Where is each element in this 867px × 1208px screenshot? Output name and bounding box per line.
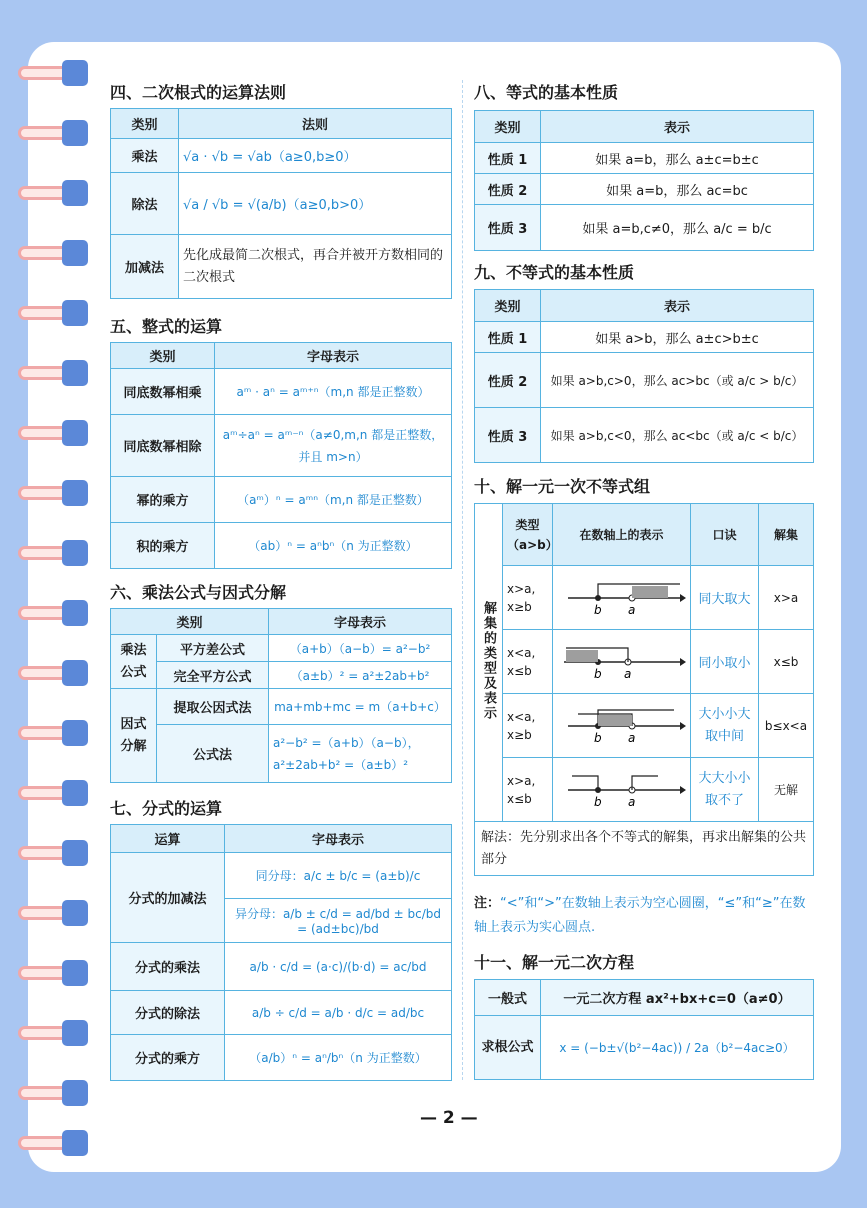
side-label-cell [475, 504, 503, 822]
range-bracket [572, 776, 598, 790]
row-content: （a/b）ⁿ = aⁿ/bⁿ（n 为正整数） [225, 1035, 452, 1081]
note-prefix: 注： [474, 896, 501, 911]
axis-label-a: a [627, 602, 635, 617]
row-label: 平方差公式 [157, 635, 269, 662]
section-8-title: 八、等式的基本性质 [474, 83, 619, 102]
row-content: 同分母：a/c ± b/c = (a±b)/c [225, 853, 452, 899]
col-header: 表示 [541, 290, 814, 322]
row-label: 性质 1 [475, 322, 541, 353]
row-content: 如果 a=b,c≠0，那么 a/c = b/c [541, 205, 814, 251]
row-label: 分式的乘方 [111, 1035, 225, 1081]
number-line-diagram [554, 700, 690, 748]
row-rule: 同大取大 [691, 566, 759, 630]
axis-label-b: b [593, 730, 602, 745]
row-type: x<a, x≥b [503, 694, 553, 758]
number-line-diagram [554, 764, 690, 812]
section-9-title: 九、不等式的基本性质 [474, 263, 635, 282]
row-content: a/b ÷ c/d = a/b · d/c = ad/bc [225, 991, 452, 1035]
row-rule: 大大小小取不了 [691, 758, 759, 822]
side-label: 解集的类型及表示 [481, 600, 496, 721]
row-content: （aᵐ）ⁿ = aᵐⁿ（m,n 都是正整数） [215, 477, 452, 523]
axis-arrow [680, 658, 686, 666]
row-content: a²−b² =（a+b）（a−b），a²±2ab+b² =（a±b）² [269, 725, 452, 783]
axis-label-b: b [593, 794, 602, 809]
col-header: 类型（a>b） [503, 504, 553, 566]
row-content: a/b · c/d = (a·c)/(b·d) = ac/bd [225, 943, 452, 991]
row-label: 乘法 [111, 139, 179, 173]
row-content: 先化成最简二次根式，再合并被开方数相同的二次根式 [179, 235, 452, 299]
col-header: 运算 [111, 825, 225, 853]
row-type: x<a, x≤b [503, 630, 553, 694]
row-label: 除法 [111, 173, 179, 235]
page-number: — 2 — [420, 1108, 478, 1128]
range-bracket [632, 776, 658, 790]
table-polynomial-ops [110, 342, 452, 569]
section-11-title: 十一、解一元二次方程 [474, 953, 635, 972]
row-solution: x≤b [759, 630, 814, 694]
column-divider [462, 80, 463, 1080]
row-content: x = (−b±√(b²−4ac)) / 2a（b²−4ac≥0） [541, 1016, 814, 1080]
col-header: 口诀 [691, 504, 759, 566]
col-header: 类别 [475, 111, 541, 143]
section-7-title: 七、分式的运算 [110, 799, 223, 818]
row-content: √a · √b = √ab（a≥0,b≥0） [179, 139, 452, 173]
row-label: 积的乘方 [111, 523, 215, 569]
row-solution: b≤x<a [759, 694, 814, 758]
number-line-cell [553, 758, 691, 822]
table-radical-rules [110, 108, 452, 299]
col-header: 字母表示 [225, 825, 452, 853]
solution-region [598, 715, 632, 726]
axis-label-a: a [623, 666, 631, 681]
axis-label-b: b [593, 666, 602, 681]
row-content: ma+mb+mc = m（a+b+c） [269, 689, 452, 725]
axis-arrow [680, 722, 686, 730]
row-content: （a+b）（a−b）= a²−b² [269, 635, 452, 662]
col-header: 在数轴上的表示 [553, 504, 691, 566]
row-rule: 同小取小 [691, 630, 759, 694]
table-factorization [110, 608, 452, 783]
row-label: 性质 2 [475, 353, 541, 408]
note [474, 892, 814, 940]
row-content: 异分母：a/b ± c/d = ad/bd ± bc/bd = (ad±bc)/bd [225, 899, 452, 943]
section-5-title: 五、整式的运算 [110, 317, 223, 336]
row-content: （ab）ⁿ = aⁿbⁿ（n 为正整数） [215, 523, 452, 569]
col-header: 类别 [111, 343, 215, 369]
row-label: 性质 1 [475, 143, 541, 174]
row-content: 如果 a=b，那么 ac=bc [541, 174, 814, 205]
row-content: 如果 a>b，那么 a±c>b±c [541, 322, 814, 353]
number-line-diagram [554, 572, 690, 620]
row-type: x>a, x≥b [503, 566, 553, 630]
group-label: 乘法公式 [111, 635, 157, 689]
row-content: √a / √b = √(a/b)（a≥0,b>0） [179, 173, 452, 235]
row-content: 一元二次方程 ax²+bx+c=0（a≠0） [541, 980, 814, 1016]
table-inequality-system [474, 503, 814, 876]
row-label: 提取公因式法 [157, 689, 269, 725]
row-solution: 无解 [759, 758, 814, 822]
row-label: 幂的乘方 [111, 477, 215, 523]
row-label: 分式的除法 [111, 991, 225, 1035]
col-header: 字母表示 [269, 609, 452, 635]
col-header: 类别 [111, 609, 269, 635]
row-label: 分式的加减法 [111, 853, 225, 943]
row-label: 分式的乘法 [111, 943, 225, 991]
axis-arrow [680, 786, 686, 794]
row-content: aᵐ÷aⁿ = aᵐ⁻ⁿ（a≠0,m,n 都是正整数，并且 m>n） [215, 415, 452, 477]
number-line-cell [553, 694, 691, 758]
row-content: 如果 a>b,c<0，那么 ac<bc（或 a/c < b/c） [541, 408, 814, 463]
row-label: 公式法 [157, 725, 269, 783]
row-content: 如果 a=b，那么 a±c=b±c [541, 143, 814, 174]
section-4-title: 四、二次根式的运算法则 [110, 83, 287, 102]
note-text: “<”和“>”在数轴上表示为空心圆圈，“≤”和“≥”在数轴上表示为实心圆点. [474, 896, 806, 935]
table-quadratic [474, 979, 814, 1080]
group-label: 因式分解 [111, 689, 157, 783]
axis-label-a: a [627, 730, 635, 745]
number-line-cell [553, 566, 691, 630]
row-label: 性质 3 [475, 408, 541, 463]
solution-region [632, 586, 668, 598]
row-content: aᵐ · aⁿ = aᵐ⁺ⁿ（m,n 都是正整数） [215, 369, 452, 415]
row-type: x>a, x≤b [503, 758, 553, 822]
row-label: 一般式 [475, 980, 541, 1016]
col-header: 表示 [541, 111, 814, 143]
row-solution: x>a [759, 566, 814, 630]
table-equation-properties [474, 110, 814, 251]
row-label: 求根公式 [475, 1016, 541, 1080]
row-rule: 大小小大取中间 [691, 694, 759, 758]
row-label: 同底数幂相除 [111, 415, 215, 477]
col-header: 类别 [475, 290, 541, 322]
row-content: （a±b）² = a²±2ab+b² [269, 662, 452, 689]
number-line-cell [553, 630, 691, 694]
table-inequality-properties [474, 289, 814, 463]
col-header: 字母表示 [215, 343, 452, 369]
col-header: 解集 [759, 504, 814, 566]
method-text: 解法：先分别求出各个不等式的解集，再求出解集的公共部分 [475, 822, 814, 876]
col-header: 法则 [179, 109, 452, 139]
col-header: 类别 [111, 109, 179, 139]
axis-label-b: b [593, 602, 602, 617]
solution-region [566, 650, 598, 662]
row-label: 性质 2 [475, 174, 541, 205]
table-fraction-ops [110, 824, 452, 1081]
axis-label-a: a [627, 794, 635, 809]
row-label: 性质 3 [475, 205, 541, 251]
row-content: 如果 a>b,c>0，那么 ac>bc（或 a/c > b/c） [541, 353, 814, 408]
row-label: 完全平方公式 [157, 662, 269, 689]
axis-arrow [680, 594, 686, 602]
number-line-diagram [554, 636, 690, 684]
row-label: 同底数幂相乘 [111, 369, 215, 415]
section-6-title: 六、乘法公式与因式分解 [110, 583, 287, 602]
section-10-title: 十、解一元一次不等式组 [474, 477, 651, 496]
row-label: 加减法 [111, 235, 179, 299]
